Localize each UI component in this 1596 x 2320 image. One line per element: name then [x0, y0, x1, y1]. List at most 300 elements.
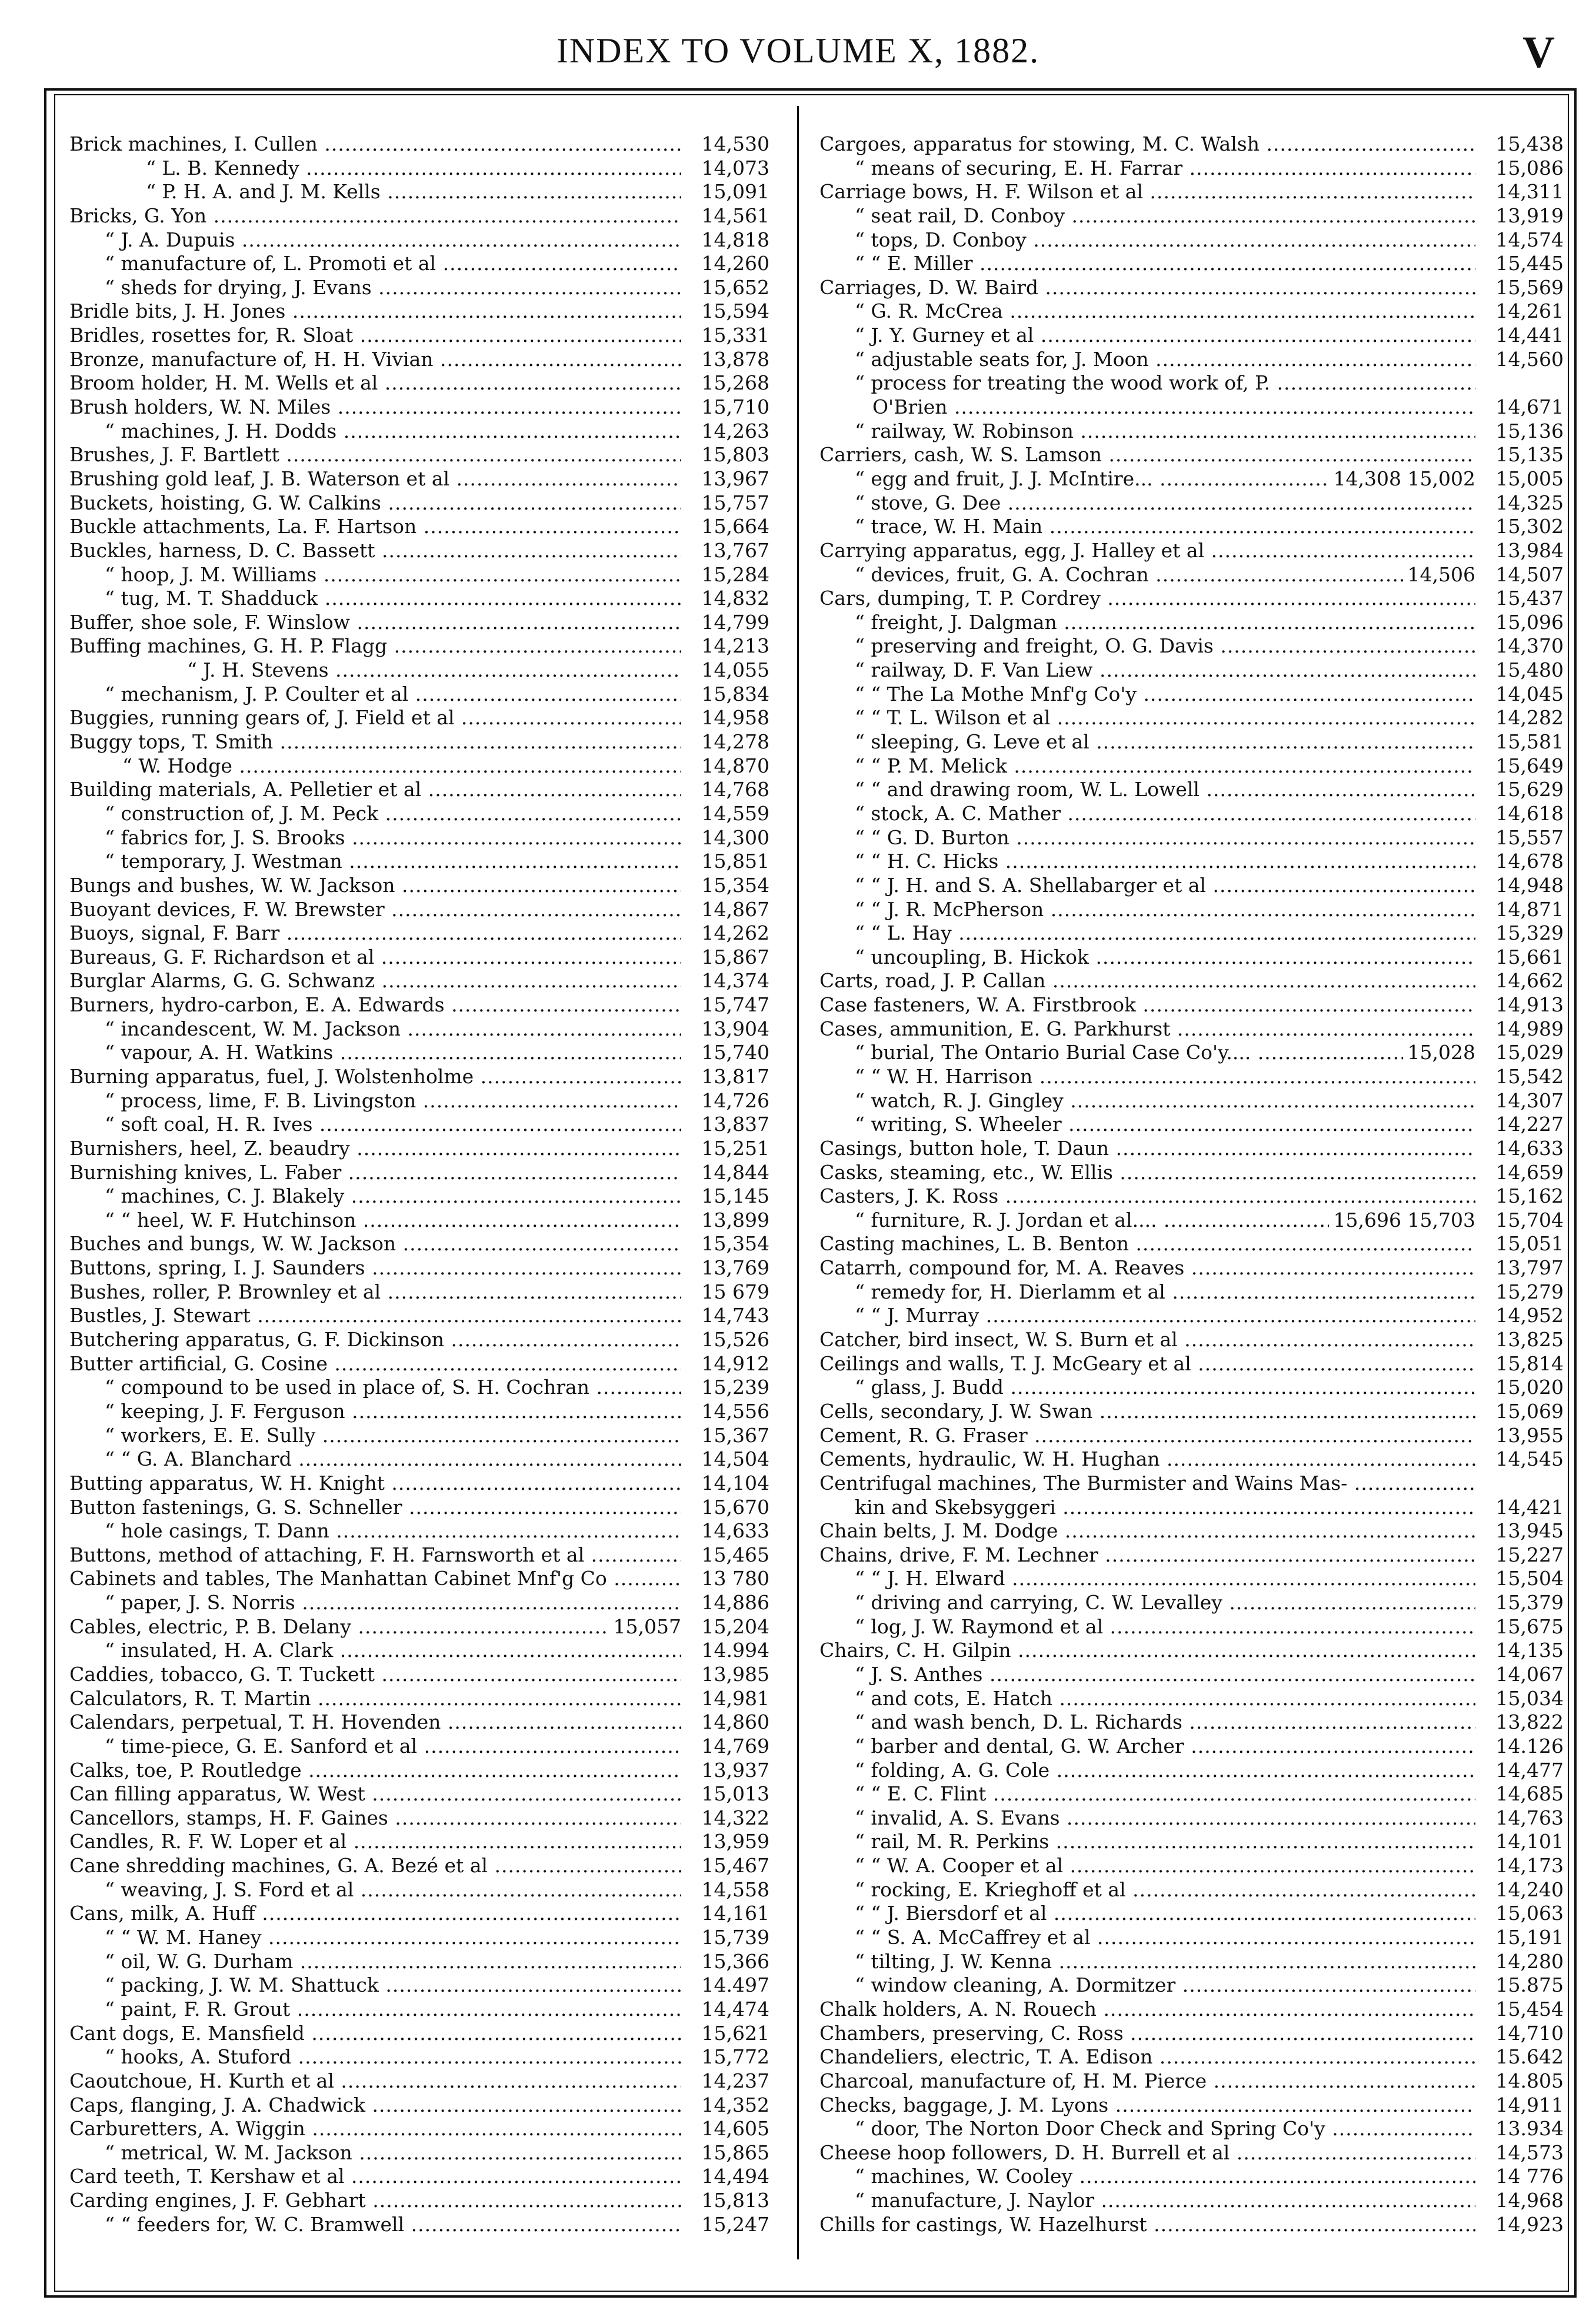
- index-entry: [69, 324, 769, 348]
- entry-label: Cases, ammunition, E. G. Parkhurst .....: [819, 1017, 1475, 1041]
- entry-label: “ metrical, W. M. Jackson .....: [69, 2141, 681, 2165]
- entry-number: 13,769: [701, 1256, 769, 1280]
- entry-label: Cabinets and tables, The Manhattan Cabinet Mnf'g Co .....: [69, 1567, 681, 1591]
- entry-label: Bronze, manufacture of, H. H. Vivian .....: [69, 348, 681, 372]
- entry-label: Burnishing knives, L. Faber .....: [69, 1161, 681, 1185]
- entry-label: “ rocking, E. Krieghoff et al .....: [819, 1878, 1475, 1902]
- entry-label: Broom holder, H. M. Wells et al .....: [69, 371, 681, 395]
- entry-label: “ preserving and freight, O. G. Davis .....: [819, 634, 1475, 658]
- index-entry: [819, 467, 1564, 491]
- entry-label: Chills for castings, W. Hazelhurst .....: [819, 2213, 1475, 2237]
- entry-number: 13,904: [701, 1017, 769, 1040]
- entry-number: 14,325: [1495, 491, 1564, 514]
- entry-number: 13,837: [701, 1113, 769, 1136]
- index-entry: [69, 1352, 769, 1376]
- entry-number: 14,561: [701, 204, 769, 227]
- entry-number: 15,834: [701, 682, 769, 705]
- index-entry: [69, 1878, 769, 1902]
- index-entry: [69, 1973, 769, 1998]
- index-entry: [819, 1137, 1564, 1161]
- entry-extra-number: 15,696 15,703: [1333, 1208, 1475, 1231]
- entry-number: 14,073: [701, 156, 769, 179]
- entry-label: “ and cots, E. Hatch .....: [819, 1687, 1475, 1711]
- index-entry: [69, 1400, 769, 1424]
- entry-number: 14,300: [701, 826, 769, 849]
- index-entry: [819, 443, 1564, 467]
- entry-number: 14,477: [1495, 1758, 1564, 1782]
- entry-label: Card teeth, T. Kershaw et al .....: [69, 2165, 681, 2189]
- entry-number: 14,671: [1495, 395, 1564, 419]
- entry-number: 14,799: [701, 610, 769, 634]
- entry-number: 14,173: [1495, 1854, 1564, 1878]
- entry-number: 14,870: [701, 754, 769, 777]
- index-entry: [819, 1926, 1564, 1950]
- index-entry: [69, 563, 769, 587]
- entry-number: 15,239: [701, 1376, 769, 1399]
- entry-number: 15,465: [701, 1543, 769, 1566]
- index-entry: [69, 730, 769, 754]
- entry-number: 14,685: [1495, 1782, 1564, 1806]
- index-entry: [819, 969, 1564, 993]
- entry-label: “ uncoupling, B. Hickok .....: [819, 946, 1475, 970]
- entry-number: 14,768: [701, 778, 769, 801]
- entry-label: Casters, J. K. Ross .....: [819, 1184, 1475, 1209]
- index-entry: [819, 898, 1564, 922]
- entry-number: 14,104: [701, 1471, 769, 1494]
- entry-number: 14,948: [1495, 873, 1564, 897]
- index-entry: [69, 1567, 769, 1591]
- entry-number: 13,955: [1495, 1423, 1564, 1447]
- entry-label: “ process for treating the wood work of, P. .....: [819, 371, 1475, 395]
- entry-number: 15,096: [1495, 610, 1564, 634]
- entry-label: “ devices, fruit, G. A. Cochran .....: [819, 563, 1403, 587]
- entry-label: “ “ and drawing room, W. L. Lowell .....: [819, 778, 1475, 802]
- index-entry: [819, 371, 1564, 395]
- entry-label: Carriers, cash, W. S. Lamson .....: [819, 443, 1475, 467]
- index-entry: [69, 2165, 769, 2189]
- entry-label: “ paint, F. R. Grout .....: [69, 1998, 681, 2022]
- entry-label: Buckets, hoisting, G. W. Calkins .....: [69, 491, 681, 515]
- entry-label: Buoyant devices, F. W. Brewster .....: [69, 898, 681, 922]
- entry-label: “ process, lime, F. B. Livingston .....: [69, 1089, 681, 1113]
- index-entry: [69, 1854, 769, 1878]
- entry-label: “ mechanism, J. P. Coulter et al .....: [69, 683, 681, 707]
- entry-number: 14.126: [1495, 1734, 1564, 1758]
- index-entry: [819, 2045, 1564, 2069]
- entry-number: 14,618: [1495, 801, 1564, 825]
- index-entry: [819, 1304, 1564, 1328]
- index-entry: [819, 1782, 1564, 1806]
- entry-number: 14,278: [701, 730, 769, 754]
- index-entry: [69, 1089, 769, 1113]
- entry-label: Cargoes, apparatus for stowing, M. C. Walsh .....: [819, 132, 1475, 157]
- entry-number: 14.805: [1495, 2069, 1564, 2092]
- index-entry: [819, 1209, 1564, 1233]
- entry-number: 15,467: [701, 1854, 769, 1878]
- entry-number: 15,621: [701, 2021, 769, 2045]
- index-entry: [819, 132, 1564, 157]
- index-entry: [819, 1232, 1564, 1256]
- entry-label: Buoys, signal, F. Barr .....: [69, 921, 681, 946]
- index-entry: [819, 276, 1564, 300]
- entry-number: 15,437: [1495, 587, 1564, 610]
- index-entry: [69, 2022, 769, 2046]
- entry-label: Calks, toe, P. Routledge .....: [69, 1759, 681, 1783]
- entry-number: 14.497: [701, 1973, 769, 1997]
- index-entry: [819, 157, 1564, 181]
- index-entry: [819, 1472, 1564, 1496]
- entry-label: “ W. Hodge .....: [69, 754, 681, 778]
- entry-number: 13 780: [701, 1567, 769, 1590]
- entry-number: 15,557: [1495, 826, 1564, 849]
- entry-label: “ “ E. Miller .....: [819, 252, 1475, 276]
- entry-label: Burglar Alarms, G. G. Schwanz .....: [69, 969, 681, 993]
- entry-label: “ “ W. A. Cooper et al .....: [819, 1854, 1475, 1878]
- entry-label: Carriage bows, H. F. Wilson et al .....: [819, 180, 1475, 204]
- index-entry: [819, 2165, 1564, 2189]
- entry-number: 14,633: [701, 1519, 769, 1543]
- index-entry: [69, 993, 769, 1017]
- entry-number: 15,649: [1495, 754, 1564, 777]
- entry-number: 13,985: [701, 1663, 769, 1686]
- index-entry: [819, 683, 1564, 707]
- entry-label: Brushing gold leaf, J. B. Waterson et al .....: [69, 467, 681, 491]
- entry-label: Cement, R. G. Fraser .....: [819, 1424, 1475, 1448]
- entry-label: “ machines, W. Cooley .....: [819, 2165, 1475, 2189]
- entry-number: 15,813: [701, 2189, 769, 2212]
- entry-number: 15,251: [701, 1136, 769, 1160]
- entry-number: 15,569: [1495, 275, 1564, 299]
- entry-number: 15,191: [1495, 1926, 1564, 1949]
- entry-number: 15,013: [701, 1782, 769, 1806]
- index-entry: [819, 1017, 1564, 1041]
- entry-number: 15,227: [1495, 1543, 1564, 1566]
- entry-number: 14,981: [701, 1686, 769, 1710]
- entry-label: “ egg and fruit, J. J. McIntire... .....: [819, 467, 1329, 491]
- entry-label: “ driving and carrying, C. W. Levalley .....: [819, 1591, 1475, 1615]
- index-entry: [69, 634, 769, 658]
- index-entry: [69, 1735, 769, 1759]
- entry-label: Cements, hydraulic, W. H. Hughan .....: [819, 1447, 1475, 1472]
- entry-label: “ “ The La Mothe Mnf'g Co'y .....: [819, 683, 1475, 707]
- entry-label: Catcher, bird insect, W. S. Burn et al .....: [819, 1328, 1475, 1352]
- entry-number: 14,227: [1495, 1113, 1564, 1136]
- entry-label: Candles, R. F. W. Loper et al .....: [69, 1830, 681, 1854]
- entry-label: Case fasteners, W. A. Firstbrook .....: [819, 993, 1475, 1017]
- entry-label: “ “ S. A. McCaffrey et al .....: [819, 1926, 1475, 1950]
- entry-number: 14,101: [1495, 1830, 1564, 1853]
- entry-label: “ “ J. Murray .....: [819, 1304, 1475, 1328]
- entry-label: “ “ G. A. Blanchard .....: [69, 1447, 681, 1472]
- index-entry: [69, 874, 769, 898]
- index-entry: [69, 1376, 769, 1400]
- index-entry: [819, 921, 1564, 946]
- index-entry: [69, 228, 769, 252]
- entry-label: “ J. S. Anthes .....: [819, 1663, 1475, 1687]
- entry-extra-number: 15,057: [613, 1615, 681, 1638]
- page-header: [0, 28, 1596, 77]
- entry-number: 15,710: [701, 395, 769, 419]
- index-entry: [69, 2141, 769, 2165]
- entry-label: “ vapour, A. H. Watkins .....: [69, 1041, 681, 1065]
- index-entry: [819, 1256, 1564, 1280]
- entry-number: 15,284: [701, 562, 769, 586]
- entry-number: 14,952: [1495, 1304, 1564, 1327]
- index-entry: [69, 1017, 769, 1041]
- entry-number: 14,370: [1495, 634, 1564, 658]
- entry-number: 14,860: [701, 1710, 769, 1734]
- entry-label: “ watch, R. J. Gingley .....: [819, 1089, 1475, 1113]
- entry-number: 15,279: [1495, 1280, 1564, 1303]
- entry-number: 15,145: [701, 1184, 769, 1208]
- entry-number: 14,867: [701, 897, 769, 921]
- entry-label: “ “ P. M. Melick .....: [819, 754, 1475, 778]
- entry-number: 14,559: [701, 801, 769, 825]
- entry-number: 14,574: [1495, 228, 1564, 251]
- entry-label: “ time-piece, G. E. Sanford et al .....: [69, 1735, 681, 1759]
- index-entry: [819, 1328, 1564, 1352]
- entry-number: 15,454: [1495, 1997, 1564, 2021]
- index-entry: [819, 1663, 1564, 1687]
- index-entry: [69, 1209, 769, 1233]
- entry-number: 15,029: [1495, 1041, 1564, 1064]
- entry-number: 13,878: [701, 347, 769, 371]
- index-entry: [819, 228, 1564, 252]
- entry-label: Bridles, rosettes for, R. Sloat .....: [69, 324, 681, 348]
- entry-label: Casings, button hole, T. Daun .....: [819, 1137, 1475, 1161]
- entry-label: “ J. Y. Gurney et al .....: [819, 324, 1475, 348]
- index-entry: [69, 2045, 769, 2069]
- entry-label: “ freight, J. Dalgman .....: [819, 611, 1475, 635]
- entry-number: 15,664: [701, 515, 769, 538]
- index-entry: [69, 1041, 769, 1065]
- entry-label: Carrying apparatus, egg, J. Halley et al .....: [819, 539, 1475, 563]
- entry-number: 13,937: [701, 1758, 769, 1782]
- entry-number: 14,844: [701, 1160, 769, 1184]
- entry-number: 14,886: [701, 1591, 769, 1615]
- entry-label: Cans, milk, A. Huff .....: [69, 1902, 681, 1926]
- index-entry: [819, 252, 1564, 276]
- entry-number: 15,740: [701, 1041, 769, 1064]
- index-entry: [69, 826, 769, 850]
- index-entry: [69, 1280, 769, 1304]
- index-entry: [819, 1735, 1564, 1759]
- entry-number: 14,913: [1495, 993, 1564, 1017]
- entry-number: 15,020: [1495, 1376, 1564, 1399]
- entry-label: O'Brien .....: [819, 395, 1475, 420]
- entry-label: Cancellors, stamps, H. F. Gaines .....: [69, 1806, 681, 1830]
- entry-extra-number: 14,506: [1407, 562, 1475, 586]
- entry-number: 13,899: [701, 1208, 769, 1231]
- entry-label: “ manufacture of, L. Promoti et al .....: [69, 252, 681, 276]
- index-entry: [819, 1352, 1564, 1376]
- index-entry: [819, 587, 1564, 611]
- entry-number: 14,352: [701, 2093, 769, 2116]
- entry-label: “ railway, D. F. Van Liew .....: [819, 658, 1475, 683]
- entry-number: 14,743: [701, 1304, 769, 1327]
- index-entry: [819, 2093, 1564, 2118]
- entry-label: Can filling apparatus, W. West .....: [69, 1782, 681, 1806]
- entry-number: 14,958: [701, 706, 769, 730]
- index-entry: [69, 1161, 769, 1185]
- entry-number: 15,504: [1495, 1567, 1564, 1590]
- index-entry: [69, 778, 769, 802]
- entry-number: 15,629: [1495, 778, 1564, 801]
- entry-label: Bureaus, G. F. Richardson et al .....: [69, 946, 681, 970]
- index-entry: [819, 1113, 1564, 1137]
- page-title: INDEX TO VOLUME X, 1882.: [556, 31, 1040, 70]
- entry-label: Caoutchoue, H. Kurth et al .....: [69, 2069, 681, 2093]
- entry-number: 14,558: [701, 1878, 769, 1901]
- index-entry: [819, 826, 1564, 850]
- entry-number: 14,262: [701, 921, 769, 945]
- entry-label: “ tug, M. T. Shadduck .....: [69, 587, 681, 611]
- entry-label: “ log, J. W. Raymond et al .....: [819, 1615, 1475, 1639]
- entry-number: 14,818: [701, 228, 769, 251]
- entry-label: Chains, drive, F. M. Lechner .....: [819, 1543, 1475, 1567]
- index-entry: [819, 1950, 1564, 1974]
- index-entry: [819, 993, 1564, 1017]
- entry-label: “ “ J. H. Elward .....: [819, 1567, 1475, 1591]
- entry-label: Buckle attachments, La. F. Hartson .....: [69, 515, 681, 539]
- entry-label: Casting machines, L. B. Benton .....: [819, 1232, 1475, 1256]
- entry-number: 15,091: [701, 180, 769, 204]
- entry-number: 15,204: [701, 1615, 769, 1638]
- index-entry: [819, 2213, 1564, 2237]
- entry-label: “ “ feeders for, W. C. Bramwell .....: [69, 2213, 681, 2237]
- entry-label: Chalk holders, A. N. Rouech .....: [819, 1998, 1475, 2022]
- entry-label: Buggy tops, T. Smith .....: [69, 730, 681, 754]
- entry-label: “ door, The Norton Door Check and Spring Co'y .....: [819, 2117, 1475, 2141]
- entry-label: “ tops, D. Conboy .....: [819, 228, 1475, 252]
- entry-number: 14.994: [701, 1639, 769, 1662]
- entry-number: 15,069: [1495, 1399, 1564, 1423]
- entry-label: “ writing, S. Wheeler .....: [819, 1113, 1475, 1137]
- entry-number: 15,670: [701, 1495, 769, 1519]
- index-entry: [819, 180, 1564, 204]
- entry-number: 14,605: [701, 2117, 769, 2141]
- entry-number: 13,984: [1495, 538, 1564, 562]
- index-entry: [69, 395, 769, 420]
- index-entry: [69, 539, 769, 563]
- entry-label: Calendars, perpetual, T. H. Hovenden .....: [69, 1710, 681, 1735]
- index-entry: [69, 180, 769, 204]
- index-entry: [819, 1973, 1564, 1998]
- entry-number: 14,530: [701, 132, 769, 155]
- entry-label: Checks, baggage, J. M. Lyons .....: [819, 2093, 1475, 2118]
- index-entry: [69, 1759, 769, 1783]
- entry-label: Burnishers, heel, Z. beaudry .....: [69, 1137, 681, 1161]
- index-entry: [819, 420, 1564, 444]
- index-entry: [69, 491, 769, 515]
- index-entry: [69, 1902, 769, 1926]
- entry-label: “ remedy for, H. Dierlamm et al .....: [819, 1280, 1475, 1304]
- entry-label: “ hooks, A. Stuford .....: [69, 2045, 681, 2069]
- index-entry: [69, 1806, 769, 1830]
- entry-label: Buttons, method of attaching, F. H. Farnsworth et al .....: [69, 1543, 681, 1567]
- index-entry: [69, 371, 769, 395]
- entry-number: 13,919: [1495, 204, 1564, 227]
- index-column-right: [819, 132, 1564, 2236]
- index-entry: [69, 252, 769, 276]
- entry-label: “ adjustable seats for, J. Moon .....: [819, 348, 1475, 372]
- entry-label: “ soft coal, H. R. Ives .....: [69, 1113, 681, 1137]
- entry-number: 14,161: [701, 1902, 769, 1925]
- index-entry: [819, 2117, 1564, 2141]
- entry-label: Carts, road, J. P. Callan .....: [819, 969, 1475, 993]
- index-entry: [69, 969, 769, 993]
- index-entry: [819, 539, 1564, 563]
- entry-label: Building materials, A. Pelletier et al .....: [69, 778, 681, 802]
- index-entry: [69, 420, 769, 444]
- index-entry: [69, 132, 769, 157]
- entry-number: 15,354: [701, 1232, 769, 1256]
- entry-number: 14,911: [1495, 2093, 1564, 2116]
- index-entry: [69, 1782, 769, 1806]
- entry-label: “ L. B. Kennedy .....: [69, 157, 681, 181]
- index-entry: [819, 1089, 1564, 1113]
- entry-number: 15,757: [701, 491, 769, 514]
- index-entry: [69, 1256, 769, 1280]
- entry-number: 14,573: [1495, 2141, 1564, 2164]
- index-entry: [819, 874, 1564, 898]
- entry-label: “ keeping, J. F. Ferguson .....: [69, 1400, 681, 1424]
- index-entry: [69, 204, 769, 228]
- entry-label: Centrifugal machines, The Burmister and Wains Mas- .....: [819, 1472, 1475, 1496]
- entry-label: “ G. R. McCrea .....: [819, 299, 1475, 324]
- index-entry: [819, 1998, 1564, 2022]
- index-entry: [69, 1304, 769, 1328]
- entry-number: 14,311: [1495, 180, 1564, 204]
- entry-number: 15,302: [1495, 515, 1564, 538]
- entry-number: 14,213: [701, 634, 769, 658]
- entry-label: Calculators, R. T. Martin .....: [69, 1687, 681, 1711]
- entry-label: “ stove, G. Dee .....: [819, 491, 1475, 515]
- entry-number: 15,063: [1495, 1902, 1564, 1925]
- index-entry: [69, 2093, 769, 2118]
- entry-number: 13,967: [701, 467, 769, 490]
- entry-number: 15,051: [1495, 1232, 1564, 1256]
- entry-number: 14,968: [1495, 2189, 1564, 2212]
- entry-label: “ seat rail, D. Conboy .....: [819, 204, 1475, 228]
- index-entry: [69, 1710, 769, 1735]
- index-entry: [819, 1280, 1564, 1304]
- index-entry: [69, 443, 769, 467]
- index-entry: [819, 204, 1564, 228]
- index-entry: [819, 1854, 1564, 1878]
- entry-label: “ insulated, H. A. Clark .....: [69, 1639, 681, 1663]
- entry-label: “ “ G. D. Burton .....: [819, 826, 1475, 850]
- entry-number: 15,704: [1495, 1208, 1564, 1231]
- index-entry: [69, 1663, 769, 1687]
- index-entry: [69, 299, 769, 324]
- entry-number: 14,282: [1495, 706, 1564, 730]
- index-entry: [819, 1806, 1564, 1830]
- index-entry: [69, 946, 769, 970]
- entry-label: Cheese hoop followers, D. H. Burrell et al .....: [819, 2141, 1475, 2165]
- entry-label: Bustles, J. Stewart .....: [69, 1304, 681, 1328]
- index-entry: [819, 1543, 1564, 1567]
- entry-label: “ incandescent, W. M. Jackson .....: [69, 1017, 681, 1041]
- entry-label: “ invalid, A. S. Evans .....: [819, 1806, 1475, 1830]
- index-entry: [69, 2069, 769, 2093]
- index-entry: [819, 658, 1564, 683]
- entry-label: “ weaving, J. S. Ford et al .....: [69, 1878, 681, 1902]
- index-entry: [69, 802, 769, 826]
- index-entry: [69, 1232, 769, 1256]
- entry-label: “ “ E. C. Flint .....: [819, 1782, 1475, 1806]
- index-entry: [819, 1400, 1564, 1424]
